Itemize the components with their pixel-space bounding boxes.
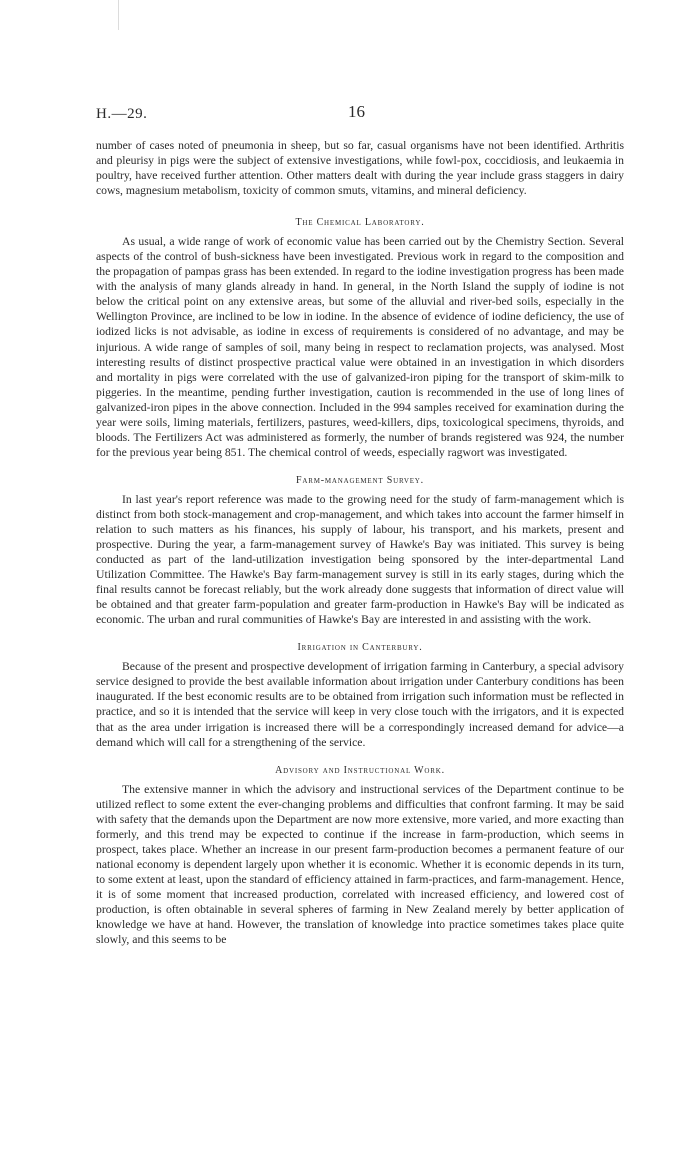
heading-advisory-instructional-work: Advisory and Instructional Work. <box>275 764 445 776</box>
page-number: 16 <box>348 102 365 121</box>
heading-farm-management-survey: Farm-management Survey. <box>296 474 424 486</box>
heading-chemical-laboratory: The Chemical Laboratory. <box>295 217 425 229</box>
paragraph-chemical-laboratory: As usual, a wide range of work of economic value has been carried out by the Chemistry Section. Several aspects of the control of bush-sickness have been investigated. Previous work in regard to the composition and the propagation of pampas grass has been extended. In regard to the iodine investigation progress has been made with the analysis of many glands already in hand. In general, in the North Island the supply of iodine is not below the critical point on any extensive areas, but some of the alluvial and river-bed soils, especially in the Wellington Province, are inclined to be low in iodine. In the absence of evidence of iodine deficiency, the use of iodized licks is not advisable, as iodine in excess of requirements is considered of no advantage, and may be injurious. A wide range of samples of soil, many being in respect to reclamation projects, was analysed. Most interesting results of distinct prospective practical value were obtained in an investigation in which disorders and mortality in pigs were correlated with the use of galvanized-iron piping for the transport of skim-milk to piggeries. In the meantime, pending further investigation, caution is recommended in the use of long lines of galvanized-iron pipes in the above connection. Included in the 994 samples received for examination during the year were soils, liming materials, fertilizers, pastures, weed-killers, dips, toxicological specimens, thyroids, and bloods. The Fertilizers Act was administered as formerly, the number of brands registered was 924, the number for the previous year being 851. The chemical control of weeds, especially ragwort was investigated. <box>96 235 624 459</box>
document-reference: H.—29. <box>96 106 148 122</box>
scan-margin-mark <box>118 0 119 30</box>
body-text <box>96 138 624 947</box>
paragraph-continued: number of cases noted of pneumonia in sheep, but so far, casual organisms have not been identified. Arthritis and pleurisy in pigs were the subject of extensive investigations, while fowl-pox, coccidiosis, and leukaemia in poultry, have received further attention. Other matters dealt with during the year include grass staggers in dairy cows, magnesium metabolism, toxicity of common smuts, vitamins, and mineral deficiency. <box>96 139 624 198</box>
paragraph-farm-management-survey: In last year's report reference was made to the growing need for the study of farm-management which is distinct from both stock-management and crop-management, and which takes into account the farmer himself in relation to such matters as his finances, his supply of labour, his transport, and his markets, present and prospective. During the year, a farm-management survey of Hawke's Bay was initiated. This survey is being conducted as part of the land-utilization investigation being sponsored by the inter-departmental Land Utilization Committee. The Hawke's Bay farm-management survey is still in its early stages, during which the final results cannot be forecast reliably, but the work already done suggests that information of direct value will be obtained and that greater farm-population and greater farm-production in Hawke's Bay will be indicated as economic. The urban and rural communities of Hawke's Bay are interested in and assisting with the work. <box>96 492 624 627</box>
heading-irrigation-canterbury: Irrigation in Canterbury. <box>297 642 423 654</box>
paragraph-irrigation-canterbury: Because of the present and prospective development of irrigation farming in Canterbury, a special advisory service designed to provide the best available information about irrigation under Canterbury conditions has been inaugurated. If the best economic results are to be obtained from irrigation such information must be reflected in practice, and so it is intended that the service will keep in very close touch with the irrigators, and it is expected that as the area under irrigation is increased there will be a correspondingly increased demand for advice—a demand which will call for a strengthening of the service. <box>96 660 624 749</box>
paragraph-advisory-instructional-work: The extensive manner in which the advisory and instructional services of the Department continue to be utilized reflect to some extent the ever-changing problems and difficulties that confront farming. It may be said with safety that the demands upon the Department are now more extensive, more varied, and more exacting than formerly, and this trend may be expected to continue if the increase in farm-production, which seems in prospect, takes place. Whether an increase in our present farm-production becomes a permanent feature of our national economy is dependent largely upon whether it is economic. Whether it is economic depends in its turn, to some extent at least, upon the standard of efficiency attained in farm-practices, and farm-management. Hence, it is of some moment that increased production, correlated with increased efficiency, and lowered cost of production, is often obtainable in several spheres of farming in New Zealand merely by better application of knowledge we have at hand. However, the translation of knowledge into practice sometimes takes place quite slowly, and this seems to be <box>96 782 624 947</box>
page-header <box>96 102 626 130</box>
